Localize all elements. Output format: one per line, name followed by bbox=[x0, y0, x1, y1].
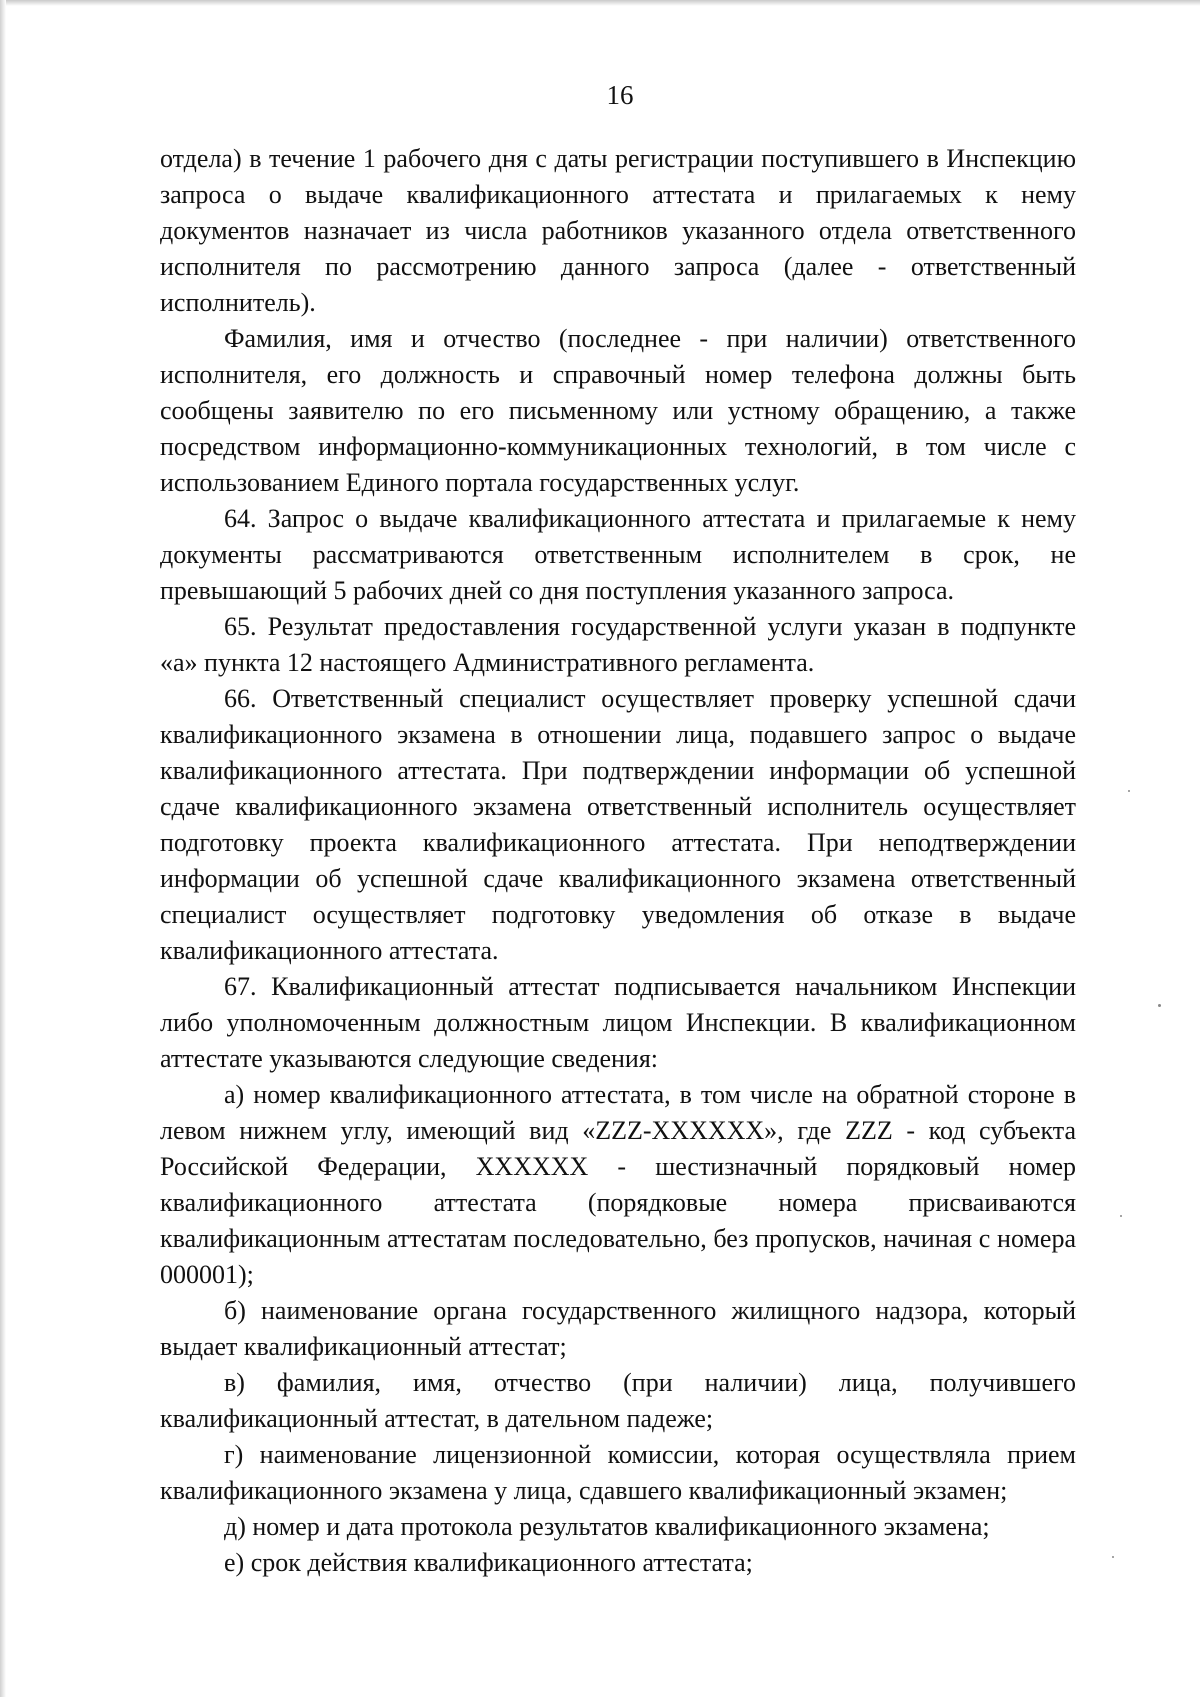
list-item-v: в) фамилия, имя, отчество (при наличии) лица, получившего квалификационный аттестат, в дательном падеже; bbox=[160, 1368, 1076, 1433]
list-item-e: е) срок действия квалификационного аттестата; bbox=[224, 1548, 753, 1577]
paragraph-65: 65. Результат предоставления государственной услуги указан в подпункте «а» пункта 12 настоящего Административного регламента. bbox=[160, 612, 1076, 677]
paragraph-continuation: отдела) в течение 1 рабочего дня с даты регистрации поступившего в Инспекцию запроса о выдаче квалификационного аттестата и прилагаемых к нему документов назначает из числа работников указанного отдела ответственного исполнителя по рассмотрению данного запроса (далее - ответственный исполнитель). bbox=[160, 144, 1076, 317]
scan-speck bbox=[1112, 1556, 1114, 1558]
document-body bbox=[160, 141, 1076, 1581]
list-item-a: а) номер квалификационного аттестата, в том числе на обратной стороне в левом нижнем углу, имеющий вид «ZZZ-XXXXXX», где ZZZ - код субъекта Российской Федерации, XXXXXX - шестизначный порядковый номер квалификационного аттестата (порядковые номера присваиваются квалификационным аттестатам последовательно, без пропусков, начиная с номера 000001); bbox=[160, 1080, 1076, 1289]
scan-speck bbox=[1158, 1004, 1161, 1007]
paragraph-64: 64. Запрос о выдаче квалификационного аттестата и прилагаемые к нему документы рассматриваются ответственным исполнителем в срок, не превышающий 5 рабочих дней со дня поступления указанного запроса. bbox=[160, 504, 1076, 605]
scan-speck bbox=[1120, 1215, 1122, 1217]
list-item-b: б) наименование органа государственного жилищного надзора, который выдает квалификационный аттестат; bbox=[160, 1296, 1076, 1361]
scan-top-edge bbox=[0, 0, 1200, 6]
list-item-g: г) наименование лицензионной комиссии, которая осуществляла прием квалификационного экзамена у лица, сдавшего квалификационный экзамен; bbox=[160, 1440, 1076, 1505]
paragraph-66: 66. Ответственный специалист осуществляет проверку успешной сдачи квалификационного экзамена в отношении лица, подавшего запрос о выдаче квалификационного аттестата. При подтверждении информации об успешной сдаче квалификационного экзамена ответственный исполнитель осуществляет подготовку проекта квалификационного аттестата. При неподтверждении информации об успешной сдаче квалификационного экзамена ответственный специалист осуществляет подготовку уведомления об отказе в выдаче квалификационного аттестата. bbox=[160, 684, 1076, 965]
scan-speck bbox=[1128, 790, 1130, 792]
scan-left-edge bbox=[0, 0, 6, 1697]
paragraph-responsible-person: Фамилия, имя и отчество (последнее - при наличии) ответственного исполнителя, его должность и справочный номер телефона должны быть сообщены заявителю по его письменному или устному обращению, а также посредством информационно-коммуникационных технологий, в том числе с использованием Единого портала государственных услуг. bbox=[160, 324, 1076, 497]
paragraph-67: 67. Квалификационный аттестат подписывается начальником Инспекции либо уполномоченным должностным лицом Инспекции. В квалификационном аттестате указываются следующие сведения: bbox=[160, 972, 1076, 1073]
list-item-d: д) номер и дата протокола результатов квалификационного экзамена; bbox=[224, 1512, 990, 1541]
page-number: 16 bbox=[606, 80, 634, 110]
